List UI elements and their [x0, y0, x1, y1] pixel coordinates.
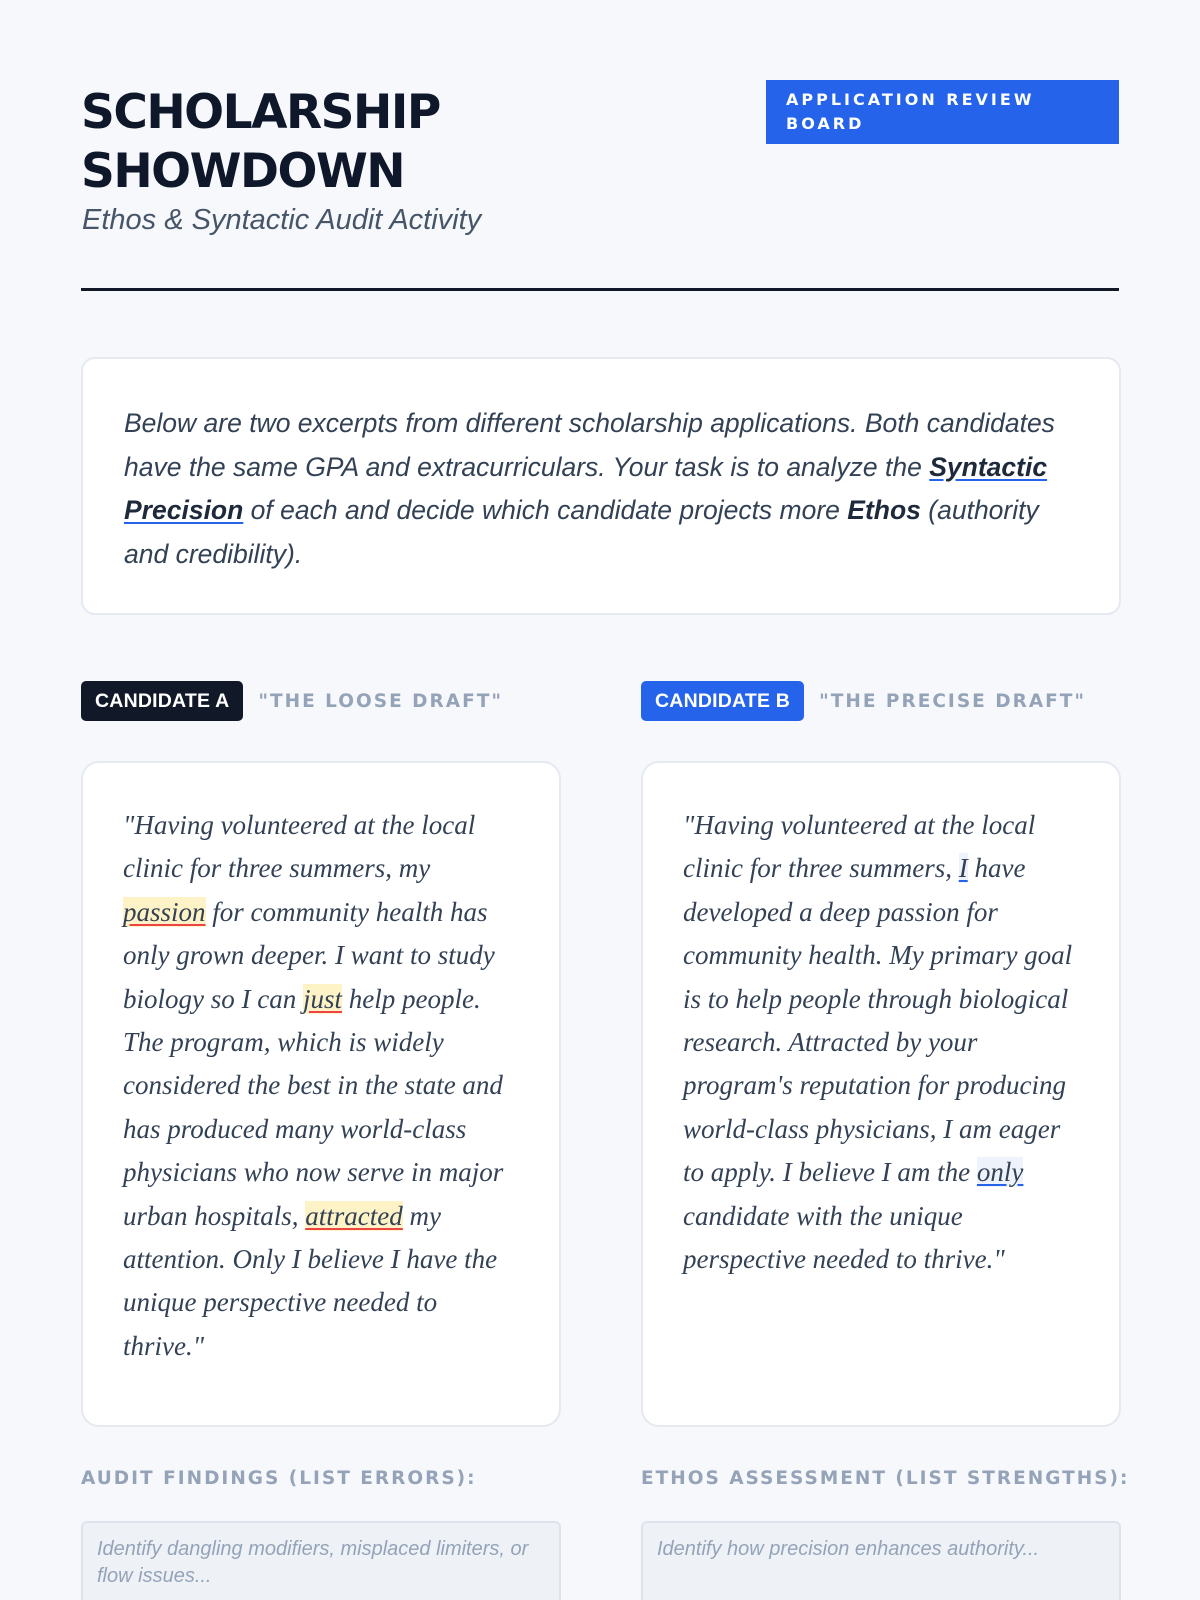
excerpt-text: help people. The program, which is widely considered the best in the state and has produced many world-class physicians who now serve in major urban hospitals,: [123, 983, 504, 1231]
candidate-b-draft-label: "THE PRECISE DRAFT": [819, 690, 1087, 712]
excerpt-text: for community health has only grown deeper. I want to study biology so I can: [123, 896, 495, 1014]
excerpt-text: "Having volunteered at the local clinic for three summers,: [683, 810, 1036, 884]
audit-findings-input[interactable]: [81, 1521, 561, 1600]
term-syntactic-precision: Syntactic Precision: [124, 451, 1048, 525]
candidate-a-tag: CANDIDATE A: [81, 681, 243, 721]
highlighted-strength-only: only: [976, 1157, 1024, 1188]
candidate-a-draft-label: "THE LOOSE DRAFT": [258, 690, 503, 712]
audit-findings-label: AUDIT FINDINGS (LIST ERRORS):: [81, 1468, 477, 1489]
candidate-b-column: [641, 681, 1121, 1427]
instructions-text-end: (authority and credibility).: [124, 495, 1039, 569]
instructions-text-middle: of each and decide which candidate projects more: [243, 495, 848, 525]
excerpt-text: have developed a deep passion for community health. My primary goal is to help people through biological research. Attracted by your program's reputation for producing world-class physicians, I am eager to apply. I believe I am the: [683, 853, 1073, 1188]
page-header: [81, 0, 1119, 291]
candidate-b-tag: CANDIDATE B: [641, 681, 804, 721]
highlighted-error-just: just: [302, 983, 342, 1014]
excerpt-text: my attention. Only I believe I have the unique perspective needed to thrive.": [123, 1200, 498, 1361]
excerpt-text: candidate with the unique perspective needed to thrive.": [683, 1200, 1005, 1275]
page-subtitle: Ethos & Syntactic Audit Activity: [82, 204, 482, 236]
candidate-a-excerpt: [81, 761, 561, 1427]
highlighted-error-passion: passion: [123, 896, 206, 927]
excerpt-text: "Having volunteered at the local clinic for three summers, my: [123, 810, 476, 884]
ethos-assessment-label: ETHOS ASSESSMENT (LIST STRENGTHS):: [641, 1468, 1130, 1489]
ethos-assessment-input[interactable]: [641, 1521, 1121, 1600]
instructions-text-start: Below are two excerpts from different scholarship applications. Both candidates have the same GPA and extracurriculars. Your task is to analyze the: [124, 408, 1055, 482]
candidate-b-excerpt: [641, 761, 1121, 1427]
candidate-a-column: [81, 681, 561, 1427]
candidate-a-header: [81, 681, 561, 721]
review-board-badge: APPLICATION REVIEW BOARD: [766, 80, 1119, 144]
highlighted-error-attracted: attracted: [305, 1200, 403, 1231]
term-ethos: Ethos: [847, 495, 921, 525]
highlighted-strength-i: I: [958, 853, 968, 884]
candidate-b-header: [641, 681, 1121, 721]
page-title: SCHOLARSHIP SHOWDOWN: [81, 85, 440, 199]
instructions-card: [81, 357, 1121, 615]
